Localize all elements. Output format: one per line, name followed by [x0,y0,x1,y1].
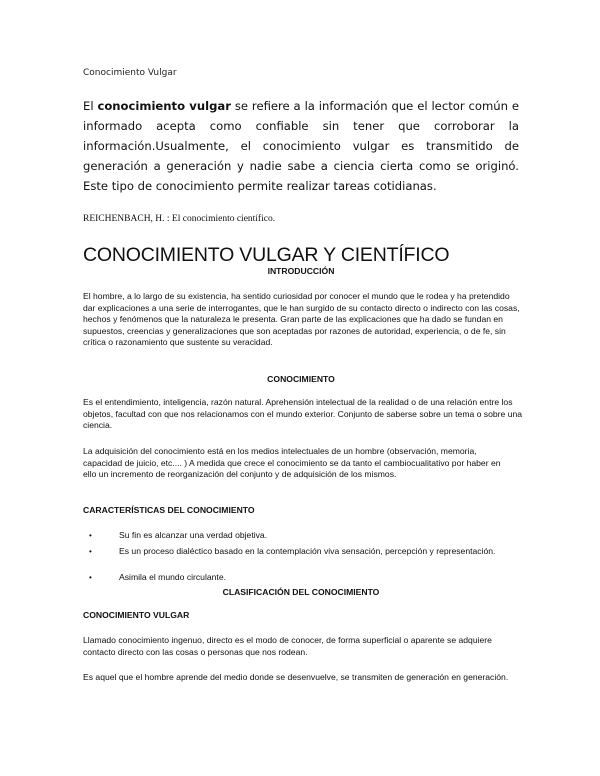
conocimiento-paragraph: Es el entendimiento, inteligencia, razón natural. Aprehensión intelectual de la realidad o de una relación entre los objetos, facultad con que nos relacionamos con el mundo exterior. Conjunto de saberse sobre un tema o sobre una ciencia. [83,397,523,430]
vulgar-heading: CONOCIMIENTO VULGAR [83,610,190,620]
page-header-title: Conocimiento Vulgar [83,68,177,78]
bullet-text: Es un proceso dialéctico basado en la contemplación viva sensación, percepción y representación. [119,546,496,556]
bullet-dot-icon: • [89,531,92,540]
adquisicion-paragraph: La adquisición del conocimiento está en los medios intelectuales de un hombre (observación, memoria, capacidad de juicio, etc.... ) A medida que crece el conocimiento se da tanto el cambiocualitativo por haber en ello un incremento de reorganización del conjunto y de adquisición de los mismos. [83,446,501,479]
caracteristicas-heading: CARACTERÍSTICAS DEL CONOCIMIENTO [83,505,255,515]
reference-citation: REICHENBACH, H. : El conocimiento científico. [83,214,276,224]
conocimiento-heading: CONOCIMIENTO [267,374,335,384]
introduccion-paragraph: El hombre, a lo largo de su existencia, ha sentido curiosidad por conocer el mundo que le rodea y ha pretendido dar explicaciones a una serie de interrogantes, que le han surgido de su contacto directo o indirecto con las cosas, hechos y fenómenos que la naturaleza le presenta. Gran parte de las explicaciones que ha dado se fundan en supuestos, creencias y generalizaciones que son aceptadas por razones de autoridad, experiencia, o de fe, sin crítica o razonamiento que sustente su veracidad. [83,291,520,347]
bullet-text: Asimila el mundo circulante. [119,572,226,582]
intro-bold-term: conocimiento vulgar [97,99,231,113]
main-title: CONOCIMIENTO VULGAR Y CIENTÍFICO [83,244,450,266]
intro-paragraph [83,96,519,196]
bullet-dot-icon: • [89,573,92,582]
bullet-text: Su fin es alcanzar una verdad objetiva. [119,530,268,540]
vulgar-paragraph-2: Es aquel que el hombre aprende del medio donde se desenvuelve, se transmiten de generación en generación. [83,672,509,682]
intro-rest: se refiere a la información que el lector común e informado acepta como confiable sin tener que corroborar la información.Usualmente, el conocimiento vulgar es transmitido de generación a generación y nadie sabe a ciencia cierta como se originó. Este tipo de conocimiento permite realizar tareas cotidianas. [83,99,520,193]
vulgar-paragraph-1: Llamado conocimiento ingenuo, directo es el modo de conocer, de forma superficial o aparente se adquiere contacto directo con las cosas o personas que nos rodean. [83,635,492,657]
bullet-item [83,530,523,542]
clasificacion-heading: CLASIFICACIÓN DEL CONOCIMIENTO [222,587,380,597]
intro-prefix: El [83,99,98,113]
bullet-item [83,546,523,558]
introduccion-heading: INTRODUCCIÓN [267,266,335,276]
bullet-dot-icon: • [89,547,92,556]
bullet-item [83,572,523,584]
